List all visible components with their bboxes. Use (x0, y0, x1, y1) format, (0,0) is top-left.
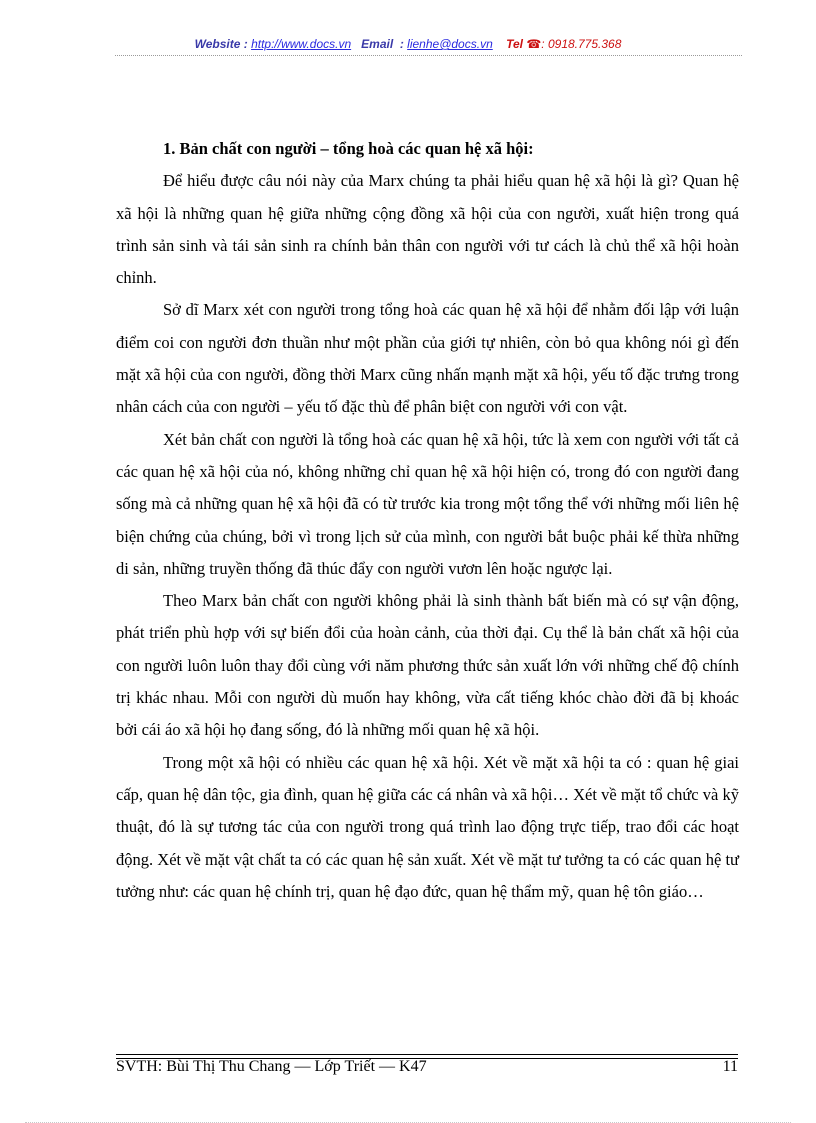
paragraph-2: Sở dĩ Marx xét con người trong tổng hoà các quan hệ xã hội để nhằm đối lập với luận điểm coi con người đơn thuần như một phần của giới tự nhiên, còn bỏ qua không nói gì đến mặt xã hội của con người, đồng thời Marx cũng nhấn mạnh mặt xã hội, yếu tố đặc trưng trong nhân cách của con người – yếu tố đặc thù để phân biệt con người với con vật. (116, 300, 739, 417)
paragraph-1: Để hiểu được câu nói này của Marx chúng ta phải hiểu quan hệ xã hội là gì? Quan hệ xã hội là những quan hệ giữa những cộng đồng xã hội của con người, xuất hiện trong quá trình sản sinh và tái sản sinh ra chính bản thân con người với tư cách là chủ thể xã hội hoàn chỉnh. (116, 171, 739, 288)
email-label: Email (361, 37, 394, 51)
tel-value: : 0918.775.368 (541, 37, 622, 51)
website-label: Website : (194, 37, 248, 51)
header-divider (115, 55, 742, 56)
page-number: 11 (722, 1058, 738, 1075)
document-body (116, 133, 739, 908)
phone-icon: ☎ (526, 37, 542, 51)
email-separator: : (399, 37, 404, 51)
section-heading: 1. Bản chất con người – tổng hoà các quan hệ xã hội: (163, 139, 534, 158)
email-link[interactable]: lienhe@docs.vn (407, 37, 493, 51)
tel-label: Tel (506, 37, 523, 51)
paragraph-3: Xét bản chất con người là tổng hoà các quan hệ xã hội, tức là xem con người với tất cả các quan hệ xã hội của nó, không những chỉ quan hệ xã hội hiện có, trong đó con người đang sống mà cả những quan hệ xã hội đã có từ trước kia trong một tổng thể với những mối liên hệ biện chứng của chúng, bởi vì trong lịch sử của mình, con người bắt buộc phải kế thừa những di sản, những truyền thống đã thúc đẩy con người vươn lên hoặc ngược lại. (116, 429, 739, 578)
paragraph-4: Theo Marx bản chất con người không phải là sinh thành bất biến mà có sự vận động, phát triển phù hợp với sự biến đổi của hoàn cảnh, của thời đại. Cụ thể là bản chất xã hội của con người luôn luôn thay đổi cùng với năm phương thức sản xuất lớn với những chế độ chính trị khác nhau. Mỗi con người dù muốn hay không, vừa cất tiếng khóc chào đời đã bị khoác bởi cái áo xã hội họ đang sống, đó là những mối quan hệ xã hội. (116, 591, 739, 740)
page-header (0, 37, 816, 51)
footer-divider-thick (116, 1054, 738, 1055)
paragraph-5: Trong một xã hội có nhiều các quan hệ xã hội. Xét về mặt xã hội ta có : quan hệ giai cấp, quan hệ dân tộc, gia đình, quan hệ giữa các cá nhân và xã hội… Xét về mặt tổ chức và kỹ thuật, đó là sự tương tác của con người trong quá trình lao động trực tiếp, trao đổi các hoạt động. Xét về mặt vật chất ta có các quan hệ sản xuất. Xét về mặt tư tưởng ta có các quan hệ tư tưởng như: các quan hệ chính trị, quan hệ đạo đức, quan hệ thẩm mỹ, quan hệ tôn giáo… (116, 752, 739, 901)
website-link[interactable]: http://www.docs.vn (251, 37, 352, 51)
footer-author: SVTH: Bùi Thị Thu Chang — Lớp Triết — K47 (116, 1058, 427, 1075)
page-footer (116, 1058, 738, 1078)
